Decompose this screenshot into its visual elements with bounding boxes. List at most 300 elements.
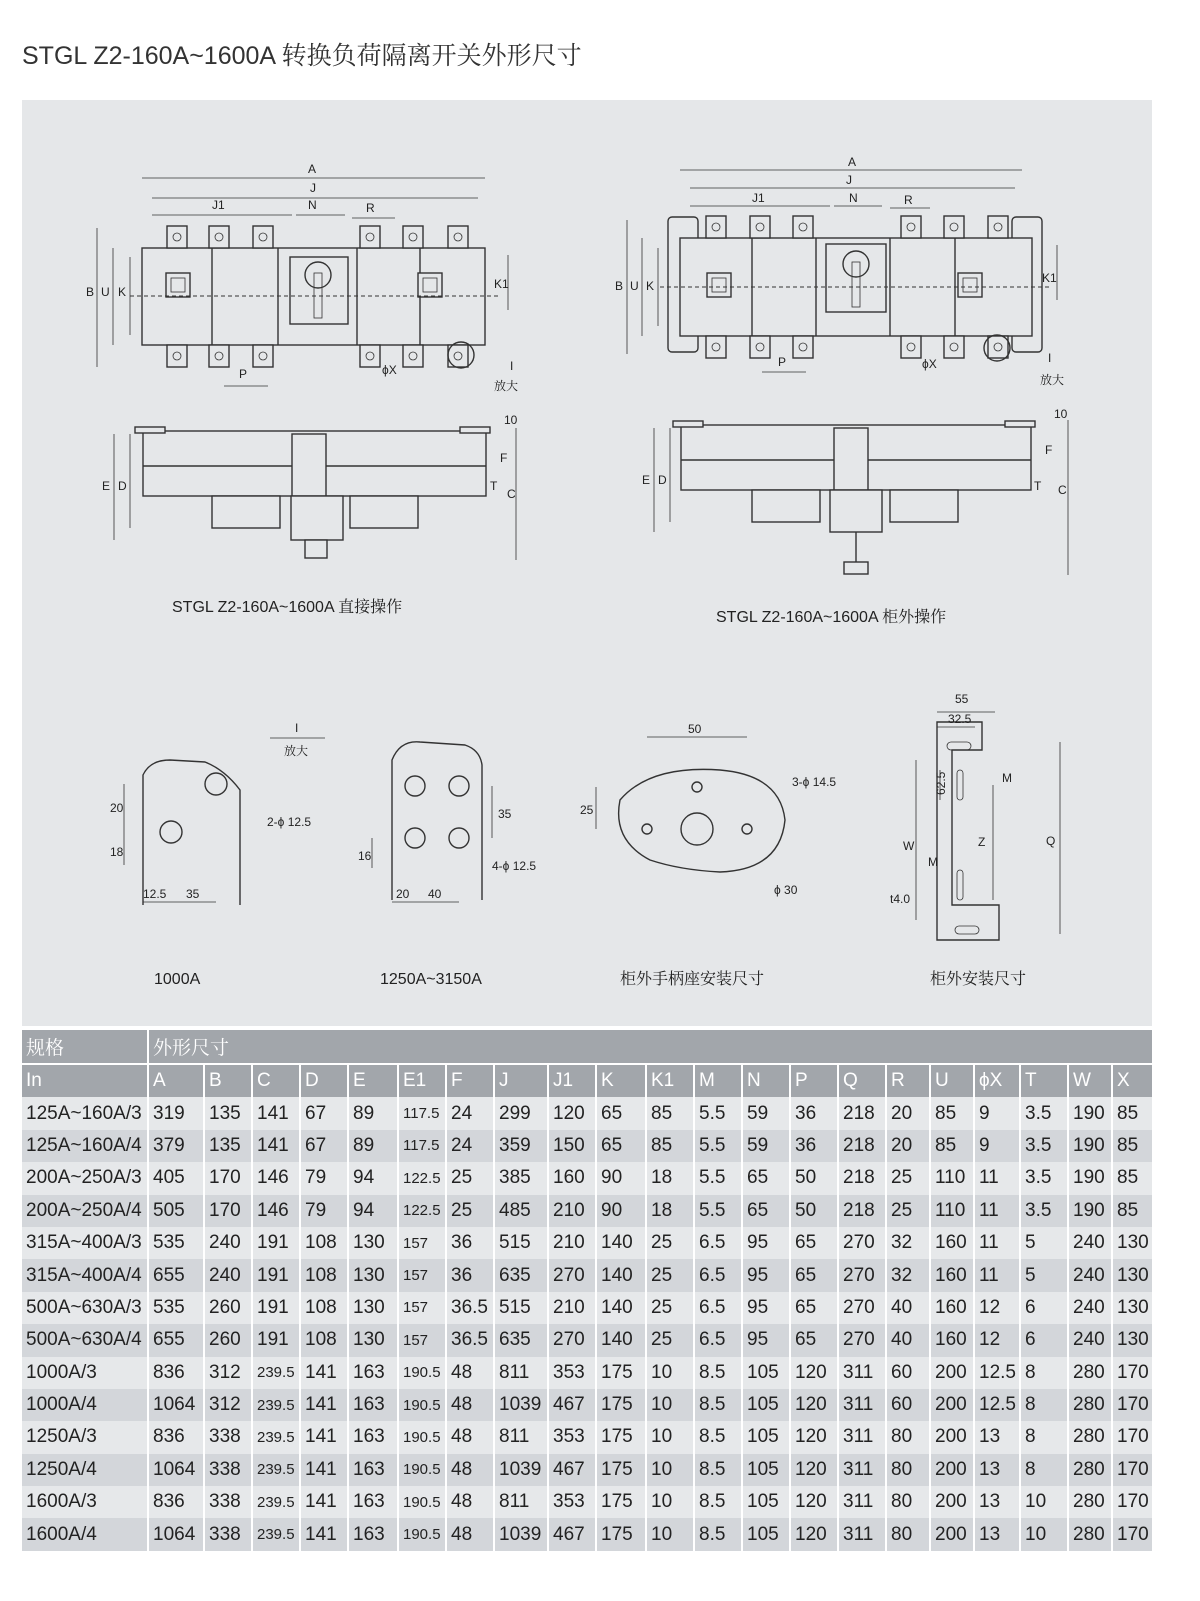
- table-cell: 191: [252, 1292, 300, 1324]
- row-spec: 315A~400A/3: [22, 1227, 148, 1259]
- table-cell: 12: [974, 1292, 1020, 1324]
- terminal: [253, 226, 273, 248]
- table-cell: 48: [446, 1454, 494, 1486]
- zoom-ref: I: [1048, 351, 1052, 365]
- table-cell: 130: [348, 1324, 398, 1356]
- table-cell: 65: [790, 1227, 838, 1259]
- table-cell: 836: [148, 1357, 204, 1389]
- terminal: [944, 336, 964, 358]
- table-cell: 635: [494, 1324, 548, 1356]
- table-cell: 210: [548, 1227, 596, 1259]
- table-cell: 1064: [148, 1389, 204, 1421]
- table-cell: 150: [548, 1130, 596, 1162]
- table-cell: 163: [348, 1454, 398, 1486]
- table-cell: 85: [1112, 1162, 1152, 1194]
- table-cell: 836: [148, 1421, 204, 1453]
- table-cell: 239.5: [252, 1518, 300, 1550]
- table-cell: 25: [646, 1227, 694, 1259]
- terminal: [403, 226, 423, 248]
- table-cell: 353: [548, 1421, 596, 1453]
- terminal: [360, 345, 380, 367]
- table-cell: 240: [1068, 1227, 1112, 1259]
- terminal: [448, 226, 468, 248]
- caption-handle-seat: 柜外手柄座安装尺寸: [620, 971, 765, 988]
- dim-phiX: ϕX: [922, 357, 937, 371]
- dim-E: E: [102, 479, 111, 493]
- dim-U: U: [101, 285, 110, 299]
- table-cell: 20: [886, 1097, 930, 1129]
- table-cell: 270: [838, 1259, 886, 1291]
- table-cell: 10: [646, 1357, 694, 1389]
- table-cell: 218: [838, 1162, 886, 1194]
- group-header-dimensions: 外形尺寸: [148, 1030, 1152, 1064]
- table-cell: 218: [838, 1130, 886, 1162]
- table-cell: 65: [596, 1130, 646, 1162]
- table-cell: 655: [148, 1324, 204, 1356]
- plan-view-external: [615, 155, 1064, 387]
- table-cell: 9: [974, 1097, 1020, 1129]
- dim-T: T: [1034, 479, 1042, 493]
- table-cell: 95: [742, 1324, 790, 1356]
- table-cell: 6.5: [694, 1259, 742, 1291]
- table-cell: 85: [646, 1130, 694, 1162]
- table-cell: 467: [548, 1389, 596, 1421]
- table-cell: 353: [548, 1486, 596, 1518]
- column-header: R: [886, 1064, 930, 1097]
- table-cell: 379: [148, 1130, 204, 1162]
- table-cell: 105: [742, 1454, 790, 1486]
- table-cell: 94: [348, 1162, 398, 1194]
- table-cell: 48: [446, 1518, 494, 1550]
- table-cell: 157: [398, 1324, 446, 1356]
- dim-D: D: [118, 479, 127, 493]
- table-cell: 218: [838, 1097, 886, 1129]
- table-cell: 48: [446, 1421, 494, 1453]
- table-cell: 3.5: [1020, 1130, 1068, 1162]
- dim-50: 50: [688, 722, 702, 736]
- table-cell: 280: [1068, 1389, 1112, 1421]
- table-cell: 5.5: [694, 1097, 742, 1129]
- dim-M: M: [1002, 771, 1012, 785]
- table-cell: 240: [204, 1259, 252, 1291]
- table-row: [22, 1454, 1152, 1486]
- table-cell: 40: [886, 1324, 930, 1356]
- table-cell: 36.5: [446, 1292, 494, 1324]
- table-cell: 85: [1112, 1130, 1152, 1162]
- dim-J: J: [846, 173, 852, 187]
- table-cell: 280: [1068, 1454, 1112, 1486]
- dim-A: A: [848, 155, 857, 169]
- table-cell: 6.5: [694, 1324, 742, 1356]
- table-cell: 175: [596, 1357, 646, 1389]
- terminal: [167, 226, 187, 248]
- table-cell: 467: [548, 1454, 596, 1486]
- table-cell: 79: [300, 1195, 348, 1227]
- table-cell: 59: [742, 1097, 790, 1129]
- dim-phiX: ϕX: [382, 363, 397, 377]
- caption-1250A: 1250A~3150A: [380, 971, 482, 988]
- table-cell: 157: [398, 1227, 446, 1259]
- table-cell: 5.5: [694, 1162, 742, 1194]
- dim-W: W: [903, 839, 915, 853]
- table-cell: 36: [446, 1227, 494, 1259]
- table-cell: 312: [204, 1357, 252, 1389]
- dim-J1: J1: [752, 191, 765, 205]
- table-row: [22, 1097, 1152, 1129]
- table-cell: 130: [348, 1292, 398, 1324]
- table-cell: 467: [548, 1518, 596, 1550]
- table-cell: 24: [446, 1130, 494, 1162]
- table-cell: 65: [790, 1292, 838, 1324]
- zoom-label: 放大: [284, 744, 309, 758]
- table-cell: 108: [300, 1292, 348, 1324]
- table-cell: 190: [1068, 1097, 1112, 1129]
- table-cell: 8.5: [694, 1421, 742, 1453]
- dim-E: E: [642, 473, 651, 487]
- table-cell: 36: [446, 1259, 494, 1291]
- row-spec: 1600A/3: [22, 1486, 148, 1518]
- dim-P: P: [239, 367, 248, 381]
- table-cell: 18: [646, 1195, 694, 1227]
- row-spec: 1000A/4: [22, 1389, 148, 1421]
- table-cell: 6: [1020, 1324, 1068, 1356]
- column-header: K: [596, 1064, 646, 1097]
- table-cell: 8.5: [694, 1389, 742, 1421]
- table-row: [22, 1195, 1152, 1227]
- table-cell: 160: [930, 1227, 974, 1259]
- table-cell: 95: [742, 1292, 790, 1324]
- table-cell: 170: [1112, 1357, 1152, 1389]
- table-cell: 10: [646, 1486, 694, 1518]
- table-row: [22, 1130, 1152, 1162]
- dim-32.5: 32.5: [948, 712, 972, 726]
- table-cell: 108: [300, 1227, 348, 1259]
- dim-62.5: 62.5: [934, 771, 948, 795]
- table-cell: 120: [548, 1097, 596, 1129]
- table-cell: 122.5: [398, 1195, 446, 1227]
- dim-B: B: [86, 285, 95, 299]
- terminal: [706, 216, 726, 238]
- row-spec: 500A~630A/4: [22, 1324, 148, 1356]
- table-cell: 146: [252, 1195, 300, 1227]
- table-cell: 20: [886, 1130, 930, 1162]
- table-cell: 90: [596, 1195, 646, 1227]
- dim-J1: J1: [212, 198, 225, 212]
- terminal: [793, 336, 813, 358]
- dim-B: B: [615, 279, 624, 293]
- table-cell: 25: [886, 1195, 930, 1227]
- table-cell: 5: [1020, 1227, 1068, 1259]
- table-cell: 170: [204, 1195, 252, 1227]
- column-header: J1: [548, 1064, 596, 1097]
- table-cell: 141: [300, 1454, 348, 1486]
- column-header: X: [1112, 1064, 1152, 1097]
- table-cell: 10: [1020, 1518, 1068, 1550]
- table-cell: 85: [930, 1097, 974, 1129]
- table-cell: 95: [742, 1227, 790, 1259]
- table-cell: 65: [742, 1195, 790, 1227]
- terminal: [988, 216, 1008, 238]
- table-cell: 190: [1068, 1162, 1112, 1194]
- table-cell: 85: [930, 1130, 974, 1162]
- table-cell: 311: [838, 1518, 886, 1550]
- table-cell: 80: [886, 1486, 930, 1518]
- table-row: [22, 1227, 1152, 1259]
- dim-K1: K1: [1042, 271, 1057, 285]
- table-cell: 140: [596, 1227, 646, 1259]
- table-cell: 163: [348, 1357, 398, 1389]
- caption-bracket: 柜外安装尺寸: [930, 971, 1027, 988]
- table-cell: 95: [742, 1259, 790, 1291]
- table-cell: 170: [1112, 1518, 1152, 1550]
- dim-Q: Q: [1046, 834, 1056, 848]
- dim-25: 25: [580, 803, 594, 817]
- dim-F: F: [1045, 443, 1053, 457]
- table-cell: 135: [204, 1097, 252, 1129]
- table-cell: 338: [204, 1518, 252, 1550]
- table-cell: 299: [494, 1097, 548, 1129]
- table-cell: 270: [838, 1292, 886, 1324]
- table-cell: 10: [646, 1518, 694, 1550]
- table-cell: 200: [930, 1454, 974, 1486]
- table-cell: 210: [548, 1195, 596, 1227]
- center-hole-spec: ϕ 30: [774, 883, 798, 897]
- dim-20: 20: [110, 801, 124, 815]
- column-header: T: [1020, 1064, 1068, 1097]
- dim-R: R: [904, 193, 913, 207]
- column-header: U: [930, 1064, 974, 1097]
- table-cell: 1064: [148, 1518, 204, 1550]
- table-cell: 191: [252, 1227, 300, 1259]
- table-cell: 25: [646, 1292, 694, 1324]
- table-cell: 319: [148, 1097, 204, 1129]
- table-cell: 385: [494, 1162, 548, 1194]
- table-cell: 108: [300, 1259, 348, 1291]
- table-cell: 141: [300, 1421, 348, 1453]
- dim-P: P: [778, 355, 787, 369]
- table-cell: 36.5: [446, 1324, 494, 1356]
- page-title: STGL Z2-160A~1600A 转换负荷隔离开关外形尺寸: [22, 42, 582, 70]
- table-cell: 240: [1068, 1292, 1112, 1324]
- table-cell: 535: [148, 1227, 204, 1259]
- terminal: [209, 226, 229, 248]
- terminal: [403, 345, 423, 367]
- table-cell: 89: [348, 1130, 398, 1162]
- table-cell: 811: [494, 1421, 548, 1453]
- table-cell: 130: [1112, 1259, 1152, 1291]
- zoom-ref: I: [510, 359, 514, 373]
- table-cell: 170: [204, 1162, 252, 1194]
- table-cell: 405: [148, 1162, 204, 1194]
- table-cell: 1039: [494, 1389, 548, 1421]
- table-cell: 170: [1112, 1454, 1152, 1486]
- table-cell: 32: [886, 1227, 930, 1259]
- dim-35: 35: [498, 807, 512, 821]
- table-cell: 170: [1112, 1486, 1152, 1518]
- table-cell: 130: [1112, 1227, 1152, 1259]
- terminal: [209, 345, 229, 367]
- table-cell: 239.5: [252, 1389, 300, 1421]
- table-cell: 11: [974, 1259, 1020, 1291]
- table-cell: 8.5: [694, 1454, 742, 1486]
- table-cell: 160: [930, 1259, 974, 1291]
- table-cell: 200: [930, 1389, 974, 1421]
- side-view-direct: [102, 413, 518, 616]
- table-cell: 12: [974, 1324, 1020, 1356]
- table-cell: 50: [790, 1162, 838, 1194]
- row-spec: 1250A/4: [22, 1454, 148, 1486]
- table-cell: 48: [446, 1486, 494, 1518]
- column-header: K1: [646, 1064, 694, 1097]
- table-cell: 140: [596, 1324, 646, 1356]
- table-cell: 6.5: [694, 1292, 742, 1324]
- table-cell: 240: [204, 1227, 252, 1259]
- hole-spec: 2-ϕ 12.5: [267, 815, 312, 829]
- table-cell: 163: [348, 1389, 398, 1421]
- detail-1250A: [358, 742, 536, 988]
- table-cell: 85: [646, 1097, 694, 1129]
- table-cell: 50: [790, 1195, 838, 1227]
- dim-D: D: [658, 473, 667, 487]
- table-cell: 240: [1068, 1259, 1112, 1291]
- dim-N: N: [849, 191, 858, 205]
- table-cell: 13: [974, 1486, 1020, 1518]
- table-cell: 338: [204, 1486, 252, 1518]
- table-cell: 200: [930, 1357, 974, 1389]
- table-cell: 141: [252, 1097, 300, 1129]
- table-cell: 25: [646, 1324, 694, 1356]
- table-cell: 239.5: [252, 1357, 300, 1389]
- table-cell: 60: [886, 1389, 930, 1421]
- caption-external: STGL Z2-160A~1600A 柜外操作: [716, 609, 947, 626]
- table-cell: 48: [446, 1357, 494, 1389]
- table-cell: 260: [204, 1324, 252, 1356]
- table-cell: 36: [790, 1097, 838, 1129]
- zoom-label: 放大: [1040, 373, 1065, 387]
- table-cell: 635: [494, 1259, 548, 1291]
- table-cell: 8: [1020, 1389, 1068, 1421]
- row-spec: 200A~250A/4: [22, 1195, 148, 1227]
- dimension-table: [22, 1030, 1152, 1551]
- table-cell: 117.5: [398, 1097, 446, 1129]
- table-cell: 535: [148, 1292, 204, 1324]
- table-row: [22, 1421, 1152, 1453]
- terminal: [901, 336, 921, 358]
- table-cell: 10: [1020, 1486, 1068, 1518]
- dim-10: 10: [504, 413, 518, 427]
- table-cell: 6: [1020, 1292, 1068, 1324]
- dim-F: F: [500, 451, 508, 465]
- terminal: [750, 216, 770, 238]
- dim-Z: Z: [978, 835, 986, 849]
- table-cell: 141: [300, 1486, 348, 1518]
- table-cell: 10: [646, 1421, 694, 1453]
- table-cell: 10: [646, 1389, 694, 1421]
- table-cell: 8: [1020, 1421, 1068, 1453]
- row-spec: 1250A/3: [22, 1421, 148, 1453]
- table-cell: 8: [1020, 1357, 1068, 1389]
- table-cell: 108: [300, 1324, 348, 1356]
- caption-1000A: 1000A: [154, 971, 201, 988]
- table-cell: 505: [148, 1195, 204, 1227]
- table-row: [22, 1486, 1152, 1518]
- detail-1000A: [110, 721, 325, 988]
- column-header: A: [148, 1064, 204, 1097]
- dim-12.5: 12.5: [143, 887, 167, 901]
- table-cell: 130: [348, 1227, 398, 1259]
- table-cell: 175: [596, 1454, 646, 1486]
- table-cell: 130: [1112, 1292, 1152, 1324]
- dim-K: K: [118, 285, 127, 299]
- table-cell: 1064: [148, 1454, 204, 1486]
- table-cell: 1039: [494, 1518, 548, 1550]
- table-cell: 80: [886, 1421, 930, 1453]
- hole-spec: 4-ϕ 12.5: [492, 859, 537, 873]
- drawing-panel: [22, 100, 1152, 1026]
- table-cell: 11: [974, 1195, 1020, 1227]
- table-row: [22, 1389, 1152, 1421]
- dim-16: 16: [358, 849, 372, 863]
- table-cell: 1039: [494, 1454, 548, 1486]
- group-header-spec: 规格: [22, 1030, 148, 1064]
- row-spec: 1000A/3: [22, 1357, 148, 1389]
- zoom-label: 放大: [494, 379, 519, 393]
- column-header: E1: [398, 1064, 446, 1097]
- table-cell: 280: [1068, 1486, 1112, 1518]
- table-cell: 200: [930, 1486, 974, 1518]
- column-header: W: [1068, 1064, 1112, 1097]
- dim-N: N: [308, 198, 317, 212]
- bracket-detail: [890, 692, 1060, 988]
- table-cell: 40: [886, 1292, 930, 1324]
- table-cell: 175: [596, 1518, 646, 1550]
- table-cell: 59: [742, 1130, 790, 1162]
- table-cell: 175: [596, 1486, 646, 1518]
- table-cell: 5.5: [694, 1130, 742, 1162]
- table-cell: 311: [838, 1357, 886, 1389]
- column-header: J: [494, 1064, 548, 1097]
- table-cell: 3.5: [1020, 1195, 1068, 1227]
- dim-A: A: [308, 162, 317, 176]
- terminal: [167, 345, 187, 367]
- table-cell: 32: [886, 1259, 930, 1291]
- table-cell: 170: [1112, 1389, 1152, 1421]
- table-cell: 85: [1112, 1195, 1152, 1227]
- table-cell: 110: [930, 1162, 974, 1194]
- terminal: [360, 226, 380, 248]
- row-spec: 315A~400A/4: [22, 1259, 148, 1291]
- table-cell: 338: [204, 1454, 252, 1486]
- table-cell: 311: [838, 1421, 886, 1453]
- table-cell: 280: [1068, 1357, 1112, 1389]
- table-cell: 85: [1112, 1097, 1152, 1129]
- table-cell: 80: [886, 1518, 930, 1550]
- row-spec: 200A~250A/3: [22, 1162, 148, 1194]
- table-row: [22, 1357, 1152, 1389]
- dim-thickness: t4.0: [890, 892, 911, 906]
- table-cell: 24: [446, 1097, 494, 1129]
- table-cell: 120: [790, 1518, 838, 1550]
- table-cell: 120: [790, 1421, 838, 1453]
- table-cell: 3.5: [1020, 1097, 1068, 1129]
- column-header: ϕX: [974, 1064, 1020, 1097]
- table-cell: 190.5: [398, 1357, 446, 1389]
- column-header: M: [694, 1064, 742, 1097]
- table-cell: 79: [300, 1162, 348, 1194]
- terminal: [706, 336, 726, 358]
- table-cell: 105: [742, 1486, 790, 1518]
- table-cell: 80: [886, 1454, 930, 1486]
